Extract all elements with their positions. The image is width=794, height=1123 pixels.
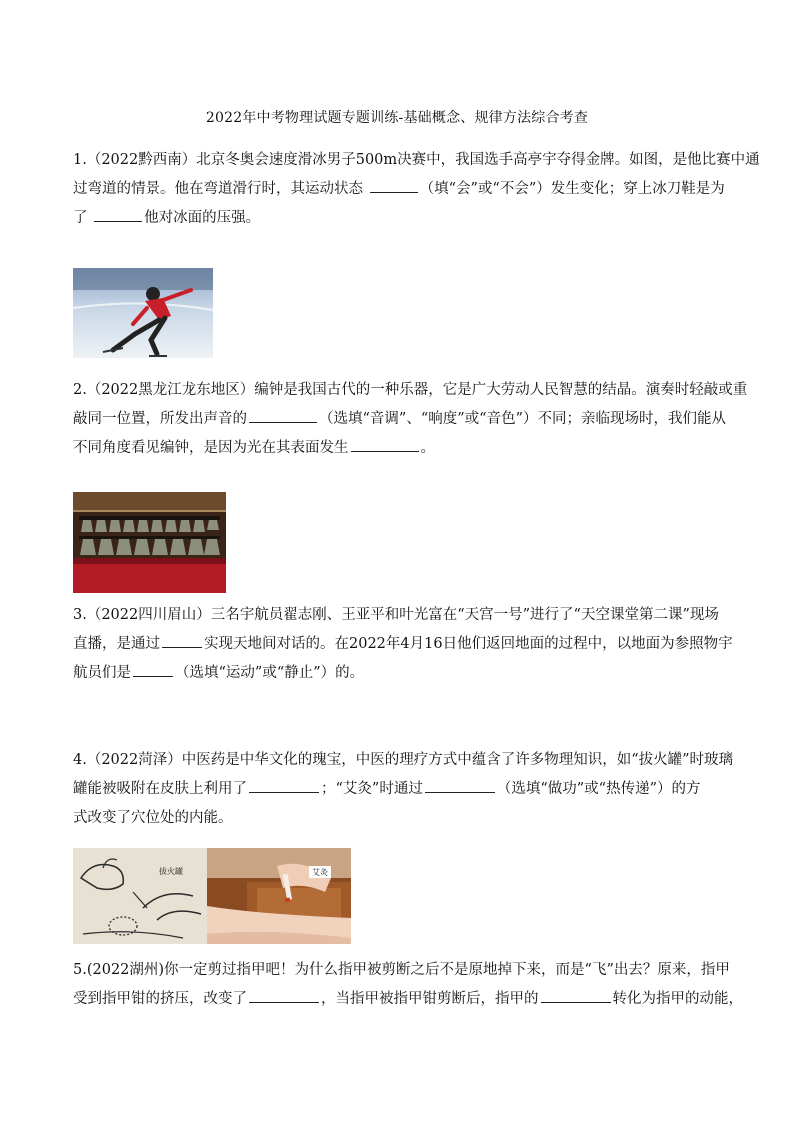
answer-blank[interactable] [249,405,317,423]
question-1-line-2: 过弯道的情景。他在弯道滑行时，其运动状态 （填“会”或“不会”）发生变化；穿上冰刀鞋是为 [73,175,733,204]
moxibustion-image [207,848,351,944]
answer-blank[interactable] [249,985,319,1003]
question-3 [73,601,733,688]
question-5 [73,956,743,1014]
chime-bells-illustration [73,492,226,593]
moxibustion-label: 艾灸 [312,868,328,877]
speed-skater-image [73,268,213,358]
question-1-line-3: 了 他对冰面的压强。 [73,204,733,233]
question-4-line-2: 罐能被吸附在皮肤上利用了 ；“艾灸”时通过 （选填“做功”或“热传递”）的方 [73,775,733,804]
question-3-line-3: 航员们是 （选填“运动”或“静止”）的。 [73,659,733,688]
question-3-line-2: 直播，是通过 实现天地间对话的。在2022年4月16日他们返回地面的过程中，以地面为参照物宇 [73,630,733,659]
answer-blank[interactable] [133,659,173,677]
question-2 [73,376,748,463]
bianzhong-chime-bells-image [73,492,226,593]
cupping-sketch [73,848,207,944]
question-1 [73,146,760,233]
question-4-line-1: 4.（2022菏泽）中医药是中华文化的瑰宝，中医的理疗方式中蕴含了许多物理知识，如“拔火罐”时玻璃 [73,752,734,768]
answer-blank[interactable] [541,985,611,1003]
question-5-line-1: 5.(2022湖州)你一定剪过指甲吧！为什么指甲被剪断之后不是原地掉下来，而是“飞”出去？原来，指甲 [73,962,730,978]
moxibustion-illustration [207,848,351,944]
answer-blank[interactable] [370,175,418,193]
speed-skater-illustration [73,268,213,358]
question-5-line-2: 受到指甲钳的挤压，改变了 ，当指甲被指甲钳剪断后，指甲的 转化为指甲的动能， [73,985,733,1014]
question-4-line-3: 式改变了穴位处的内能。 [73,810,233,826]
answer-blank[interactable] [249,775,319,793]
page-title: 2022年中考物理试题专题训练-基础概念、规律方法综合考查 [205,110,589,126]
answer-blank[interactable] [351,434,419,452]
question-2-line-1: 2.（2022黑龙江龙东地区）编钟是我国古代的一种乐器，它是广大劳动人民智慧的结晶。演奏时轻敲或重 [73,382,748,398]
cupping-label: 拔火罐 [159,867,183,876]
question-2-line-3: 不同角度看见编钟，是因为光在其表面发生 。 [73,434,733,463]
question-4 [73,746,733,833]
question-1-line-1: 1.（2022黔西南）北京冬奥会速度滑冰男子500m决赛中，我国选手高亭宇夺得金牌。如图，是他比赛中通 [73,152,760,168]
answer-blank[interactable] [94,204,142,222]
cupping-illustration-image [73,848,207,944]
answer-blank[interactable] [162,630,202,648]
question-2-line-2: 敲同一位置，所发出声音的 （选填“音调”、“响度”或“音色”）不同；亲临现场时，我们能从 [73,405,733,434]
answer-blank[interactable] [425,775,495,793]
question-3-line-1: 3.（2022四川眉山）三名宇航员翟志刚、王亚平和叶光富在“天宫一号”进行了“天空课堂第二课”现场 [73,607,719,623]
